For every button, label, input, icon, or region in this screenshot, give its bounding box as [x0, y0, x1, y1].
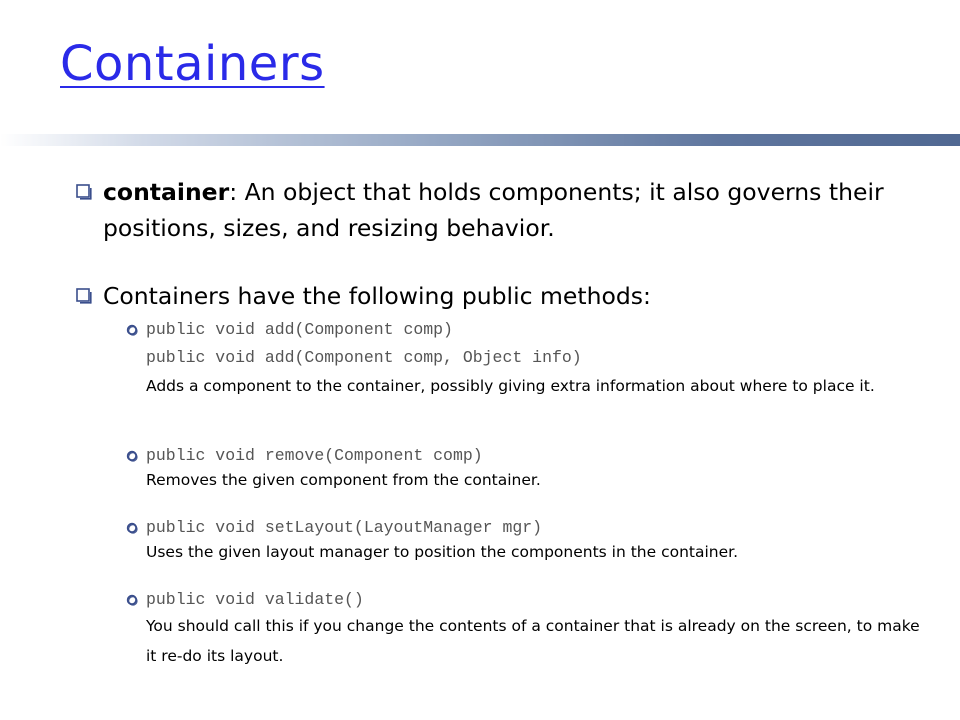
- square-bullet-icon: [72, 174, 96, 210]
- bullet-container-definition: [103, 174, 933, 246]
- square-bullet-icon: [72, 278, 96, 314]
- title-divider: [0, 134, 960, 146]
- method-signature-setlayout: public void setLayout(LayoutManager mgr): [146, 518, 543, 537]
- circle-bullet-icon: [124, 517, 140, 539]
- method-signature-validate: public void validate(): [146, 590, 364, 609]
- method-signature-add: public void add(Component comp): [146, 320, 453, 339]
- method-description-validate: You should call this if you change the contents of a container that is already on the screen, to make it re-do its layout.: [146, 617, 920, 665]
- method-signature-remove: public void remove(Component comp): [146, 446, 483, 465]
- method-description-remove: Removes the given component from the container.: [146, 471, 541, 489]
- circle-bullet-icon: [124, 445, 140, 467]
- circle-bullet-icon: [124, 589, 140, 611]
- term-container: container: [103, 178, 230, 206]
- slide-title: Containers: [60, 36, 325, 92]
- method-signature-add-info: public void add(Component comp, Object info): [146, 348, 582, 367]
- method-description-setlayout: Uses the given layout manager to position the components in the container.: [146, 543, 739, 561]
- definition-text: : An object that holds components; it also governs their positions, sizes, and resizing behavior.: [103, 178, 884, 242]
- bullet-public-methods: Containers have the following public methods:: [103, 282, 651, 310]
- method-description-add: Adds a component to the container, possibly giving extra information about where to place it.: [146, 377, 875, 395]
- circle-bullet-icon: [124, 319, 140, 341]
